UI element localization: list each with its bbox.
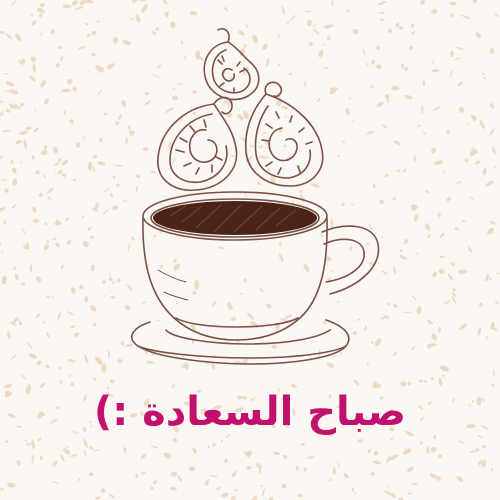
paisley-steam-icon-right: [246, 82, 323, 186]
greeting-text: صباح السعادة :): [93, 389, 407, 435]
paisley-steam-icon-top: [204, 29, 259, 100]
paisley-steam-icon-left: [158, 97, 237, 190]
coffee-surface: [153, 201, 317, 235]
